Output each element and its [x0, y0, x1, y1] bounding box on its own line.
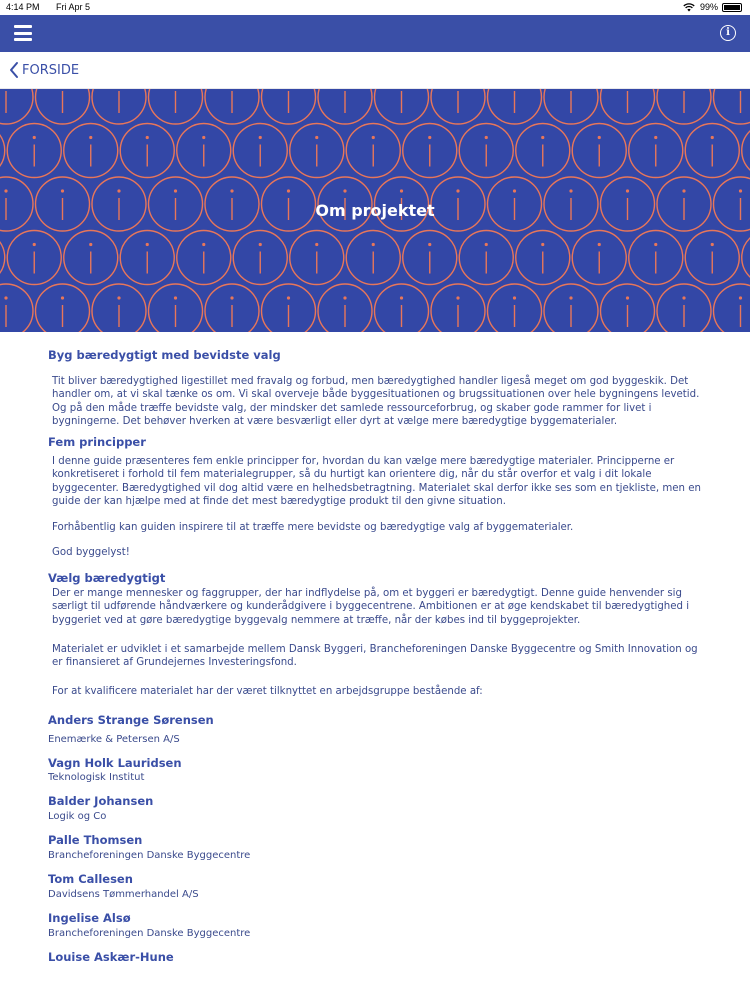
- content-area: [48, 332, 708, 967]
- person-name: Anders Strange Sørensen: [48, 712, 214, 727]
- section-paragraph: Materialet er udviklet i et samarbejde mellem Dansk Byggeri, Brancheforeningen Danske Byggecentre og Smith Innovation og er finansieret af Grundejernes Investeringsfond.: [52, 643, 698, 669]
- person-name: Balder Johansen: [48, 793, 154, 808]
- person-name: Ingelise Alsø: [48, 910, 131, 925]
- person-name: Palle Thomsen: [48, 832, 143, 847]
- person-organization: Teknologisk Institut: [48, 771, 145, 783]
- section-paragraph: Der er mange mennesker og faggrupper, der har indflydelse på, om et byggeri er bæredygtigt. Denne guide henvender sig særligt til udførende håndværkere og kunderådgivere i byggecentrene. Ambitionen er at øge kendskabet til bæredygtighed i byggeriet ved at gøre bæredygtige byggevalg nemmere at træffe, når der købes ind til byggeprojekter.: [52, 587, 690, 626]
- info-icon[interactable]: i: [720, 25, 736, 41]
- battery-percent: 99%: [699, 2, 718, 12]
- status-bar: [0, 0, 750, 15]
- section-paragraph: God byggelyst!: [52, 546, 130, 558]
- person-organization: Brancheforeningen Danske Byggecentre: [48, 849, 251, 861]
- chevron-left-icon: [8, 61, 20, 79]
- person-item: [48, 872, 708, 900]
- person-name: Vagn Holk Lauridsen: [48, 755, 182, 770]
- hero-title: Om projektet: [315, 201, 435, 220]
- section-heading-build: Byg bæredygtigt med bevidste valg: [48, 348, 281, 362]
- status-date: Fri Apr 5: [56, 2, 91, 12]
- person-organization: Davidsens Tømmerhandel A/S: [48, 888, 199, 900]
- hamburger-menu-icon[interactable]: [14, 25, 32, 41]
- person-item: [48, 833, 708, 861]
- navigation-bar: [0, 52, 750, 89]
- person-name: Louise Askær-Hune: [48, 949, 174, 964]
- hero-banner: [0, 89, 750, 332]
- person-name: Tom Callesen: [48, 871, 133, 886]
- section-paragraph: For at kvalificere materialet har der været tilknyttet en arbejdsgruppe bestående af:: [52, 686, 483, 698]
- person-organization: Brancheforeningen Danske Byggecentre: [48, 927, 251, 939]
- person-item: [48, 756, 708, 783]
- person-item: [48, 794, 708, 822]
- back-button-label: FORSIDE: [22, 62, 80, 78]
- person-organization: Logik og Co: [48, 810, 107, 822]
- section-heading-choose: Vælg bæredygtigt: [48, 570, 166, 585]
- person-organization: Enemærke & Petersen A/S: [48, 733, 180, 745]
- battery-icon: [722, 3, 742, 12]
- status-time: 4:14 PM: [6, 2, 40, 12]
- person-item: [48, 911, 708, 939]
- person-item: [48, 713, 708, 745]
- app-bar: [0, 15, 750, 52]
- back-button[interactable]: [8, 61, 79, 79]
- wifi-icon: [683, 3, 695, 12]
- section-heading-principles: Fem principper: [48, 435, 146, 450]
- section-paragraph: I denne guide præsenteres fem enkle principper for, hvordan du kan vælge mere bæredygtige materialer. Principperne er konkretiseret i forhold til fem materialegrupper, så du hurtigt kan orientere dig, når du står overfor et valg i dit lokale byggecenter. Bæredygtighed vil dog altid være en helhedsbetragtning. Materialet skal derfor ikke ses som en tjekliste, men en guide der kan hjælpe med at finde det mest bæredygtige produkt til den givne situation.: [52, 456, 701, 508]
- section-paragraph: Tit bliver bæredygtighed ligestillet med fravalg og forbud, men bæredygtighed handler ligeså meget om god byggeskik. Det handler om, at vi skal tænke os om. Vi skal overveje både byggesituationen og brugssituationen over hele bygningens levetid. Og på den måde træffe bevidste valg, der mindsker det samlede ressourceforbrug, og skaber gode rammer for livet i bygningerne. Det behøver hverken at være besværligt eller dyrt at vælge mere bæredygtige byggematerialer.: [52, 376, 700, 427]
- section-paragraph: Forhåbentlig kan guiden inspirere til at træffe mere bevidste og bæredygtige valg af byggematerialer.: [52, 522, 574, 534]
- person-item: [48, 950, 708, 964]
